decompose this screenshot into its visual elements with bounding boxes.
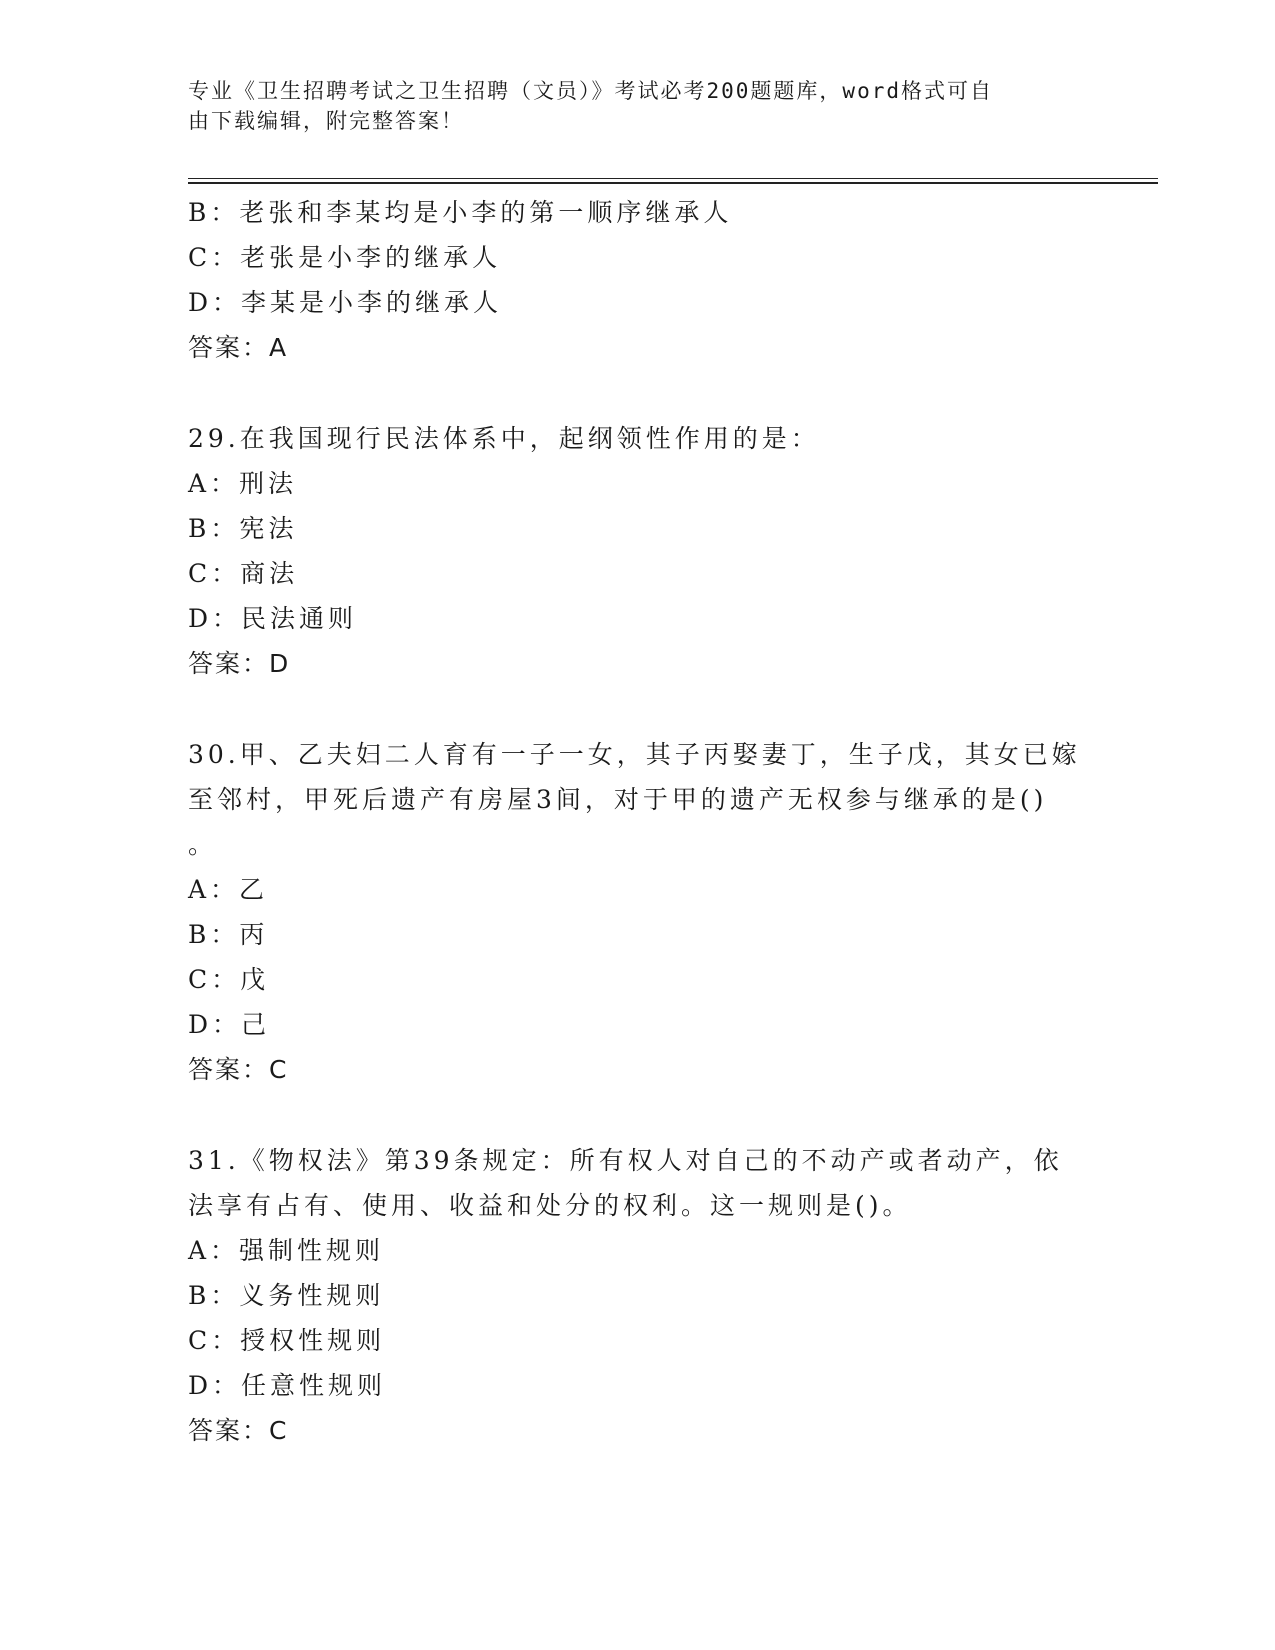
spacer	[188, 370, 1088, 416]
spacer	[188, 1092, 1088, 1138]
option-d: D：任意性规则	[188, 1371, 387, 1400]
option-b: B：老张和李某均是小李的第一顺序继承人	[188, 198, 733, 227]
option-c: C：戊	[188, 965, 270, 994]
header-divider-thick	[188, 182, 1158, 184]
question-stem-line-1: 30.甲、乙夫妇二人育有一子一女，其子丙娶妻丁，生子戊，其女已嫁	[188, 740, 1081, 769]
option-d: D：己	[188, 1010, 271, 1039]
option-b: B：义务性规则	[188, 1281, 385, 1310]
header-divider-thin	[188, 178, 1158, 179]
question-content	[188, 190, 1088, 1453]
question-stem-line-2: 至邻村，甲死后遗产有房屋3间，对于甲的遗产无权参与继承的是()	[188, 785, 1048, 814]
answer-label: 答案：A	[188, 333, 289, 362]
option-b: B：丙	[188, 920, 269, 949]
option-a: A：强制性规则	[188, 1236, 385, 1265]
question-28	[188, 190, 1088, 370]
question-29	[188, 416, 1088, 686]
option-a: A：刑法	[188, 469, 298, 498]
question-stem-line-1: 31.《物权法》第39条规定：所有权人对自己的不动产或者动产，依	[188, 1146, 1063, 1175]
page-header	[188, 76, 1068, 136]
question-31	[188, 1138, 1088, 1453]
spacer	[188, 686, 1088, 732]
question-stem-line-2: 法享有占有、使用、收益和处分的权利。这一规则是()。	[188, 1191, 912, 1220]
option-c: C：授权性规则	[188, 1326, 386, 1355]
option-c: C：老张是小李的继承人	[188, 243, 502, 272]
option-b: B：宪法	[188, 514, 298, 543]
header-line-1: 专业《卫生招聘考试之卫生招聘（文员）》考试必考200题题库，word格式可自	[188, 79, 993, 103]
answer-label: 答案：C	[188, 1416, 289, 1445]
option-d: D：民法通则	[188, 604, 358, 633]
option-c: C：商法	[188, 559, 299, 588]
option-a: A：乙	[188, 875, 269, 904]
question-30	[188, 732, 1088, 1092]
answer-label: 答案：C	[188, 1055, 289, 1084]
question-stem: 29.在我国现行民法体系中，起纲领性作用的是：	[188, 424, 820, 453]
question-stem-line-3: 。	[188, 830, 218, 859]
option-d: D：李某是小李的继承人	[188, 288, 503, 317]
header-line-2: 由下载编辑，附完整答案！	[188, 109, 464, 133]
answer-label: 答案：D	[188, 649, 291, 678]
